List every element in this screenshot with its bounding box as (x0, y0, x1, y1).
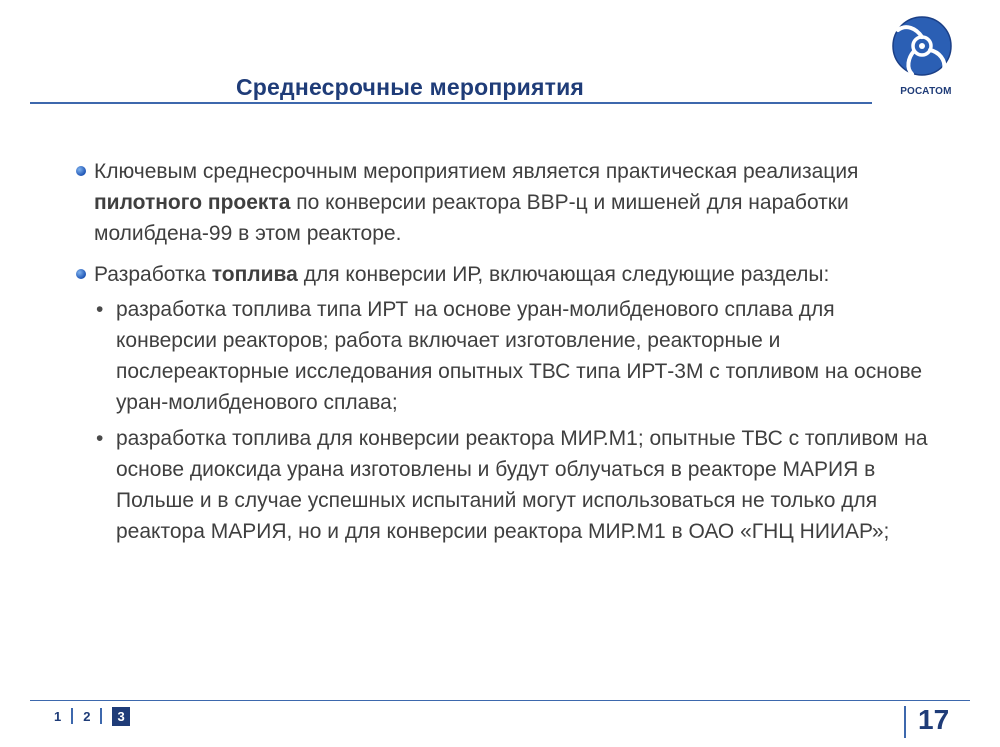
sub-bullet-2 (96, 423, 936, 547)
slide-content (76, 156, 936, 552)
nav-item-2[interactable]: 2 (83, 708, 91, 724)
sub-bullet-1-text: разработка топлива типа ИРТ на основе уран-молибденового сплава для конверсии реакторов; работа включает изготовление, реакторные и послереакторные исследования опытных ТВС типа ИРТ-3М с топливом на основе уран-молибденового сплава; (116, 298, 923, 414)
page-number: 17 (918, 704, 950, 735)
sub-bullet-marker: • (96, 427, 104, 450)
bullet-1 (76, 156, 936, 249)
bullet-1-text-pre: Ключевым среднесрочным мероприятием является практическая реализация (94, 160, 859, 183)
bullet-2-text-bold: топлива (211, 263, 298, 286)
bullet-1-text-bold: пилотного проекта (94, 191, 291, 214)
sub-bullet-marker: • (96, 298, 104, 321)
sub-bullet-1 (96, 294, 936, 418)
nav-item-1[interactable]: 1 (54, 708, 62, 724)
page-number-separator (904, 706, 906, 738)
bullet-2-text-pre: Разработка (94, 263, 212, 286)
sub-bullet-2-text: разработка топлива для конверсии реактора МИР.М1; опытные ТВС с топливом на основе диоксида урана изготовлены и будут облучаться в реакторе МАРИЯ в Польше и в случае успешных испытаний могут использоваться не только для реактора МАРИЯ, но и для конверсии реактора МИР.М1 в ОАО «ГНЦ НИИАР»; (116, 427, 928, 543)
bullet-dot-icon (76, 166, 86, 176)
bullet-dot-icon (76, 269, 86, 279)
nav-separator (71, 708, 73, 724)
logo-wordmark: РОСАТОМ (900, 86, 952, 97)
title-divider (30, 102, 872, 104)
bullet-2 (76, 259, 936, 290)
section-nav (54, 706, 130, 726)
nav-separator (100, 708, 102, 724)
slide-title: Среднесрочные мероприятия (236, 74, 585, 100)
bullet-1-text-post: по конверсии реактора ВВР-ц и мишеней для наработки молибдена-99 в этом реакторе. (94, 191, 849, 245)
footer-divider (30, 700, 970, 701)
bullet-2-text-post: для конверсии ИР, включающая следующие разделы: (297, 263, 830, 286)
nav-item-3-active[interactable]: 3 (112, 707, 129, 726)
